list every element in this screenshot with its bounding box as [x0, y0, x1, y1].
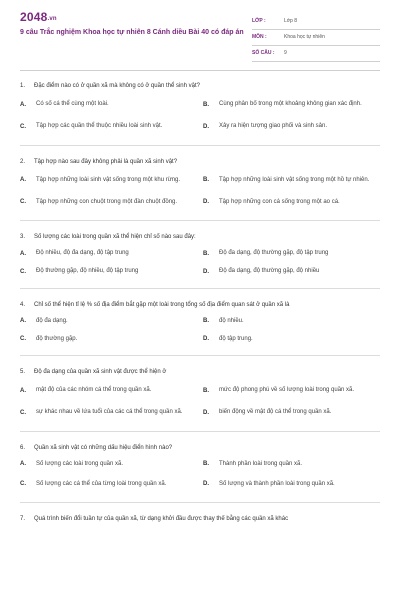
question-label: Tập hợp nào sau đây không phải là quần xã sinh vật?: [34, 158, 178, 165]
answer-option[interactable]: [20, 119, 197, 135]
option-text: Độ nhiều, độ đa dạng, độ tập trung: [36, 250, 129, 257]
option-text: độ nhiều.: [219, 317, 244, 324]
option-letter: D.: [203, 480, 209, 487]
question-item: [20, 364, 380, 432]
answer-option[interactable]: [203, 476, 380, 492]
question-number: 1.: [20, 83, 26, 89]
page-title: 9 câu Trắc nghiệm Khoa học tự nhiên 8 Cánh diều Bài 40 có đáp án: [20, 29, 244, 36]
option-letter: D.: [203, 335, 209, 342]
question-item: [20, 78, 380, 146]
question-number: 2.: [20, 158, 26, 165]
option-text: mật độ của các nhóm cá thể trong quần xã.: [36, 387, 152, 394]
option-text: Độ đa dạng, độ thường gặp, độ nhiều: [219, 268, 320, 275]
question-list: [20, 78, 380, 542]
question-text: [20, 297, 380, 316]
option-text: Độ thường gặp, độ nhiều, độ tập trung: [36, 268, 139, 275]
question-text: [20, 154, 380, 173]
question-label: Quá trình biến đổi tuần tự của quần xã, từ dạng khởi đầu được thay thế bằng các quần xã khác: [34, 516, 289, 522]
option-text: Tập hợp những con cá sống trong một ao cá.: [219, 198, 340, 205]
answer-option[interactable]: [203, 97, 380, 113]
meta-value: Lớp 8: [284, 18, 298, 24]
question-item: [20, 297, 380, 357]
meta-key: LỚP :: [252, 18, 266, 24]
question-number: 6.: [20, 444, 26, 451]
question-label: Số lượng các loài trong quần xã thể hiện chỉ số nào sau đây:: [34, 234, 196, 240]
options-grid: [20, 458, 380, 498]
question-text: [20, 440, 380, 459]
option-text: Cùng phân bố trong một khoảng không gian xác định.: [219, 101, 362, 108]
answer-option[interactable]: [203, 383, 380, 399]
answer-option[interactable]: [203, 315, 380, 327]
option-text: sự khác nhau về lứa tuổi của các cá thể trong quần xã.: [36, 409, 183, 416]
header: [0, 0, 400, 66]
answer-option[interactable]: [203, 194, 380, 210]
option-letter: A.: [20, 250, 26, 257]
meta-table: [252, 14, 380, 62]
question-number: 5.: [20, 369, 26, 375]
option-letter: D.: [203, 123, 209, 130]
site-logo[interactable]: 2048.vn: [20, 10, 57, 24]
answer-option[interactable]: [20, 266, 197, 278]
option-text: độ đa dạng.: [36, 317, 68, 324]
option-letter: C.: [20, 123, 26, 130]
option-text: biến động về mật độ cá thể trong quần xã.: [219, 409, 332, 416]
option-text: Độ đa dạng, độ thường gặp, độ tập trung: [219, 250, 329, 257]
answer-option[interactable]: [20, 194, 197, 210]
option-text: Tập hợp những con chuột trong một đàn chuột đồng.: [36, 198, 178, 205]
option-letter: D.: [203, 268, 209, 275]
answer-option[interactable]: [203, 172, 380, 188]
option-letter: C.: [20, 335, 26, 342]
option-letter: A.: [20, 101, 26, 108]
answer-option[interactable]: [203, 458, 380, 470]
answer-option[interactable]: [20, 458, 197, 470]
answer-option[interactable]: [20, 476, 197, 492]
option-letter: A.: [20, 176, 26, 183]
answer-option[interactable]: [203, 333, 380, 345]
option-text: Thành phần loài trong quần xã.: [219, 460, 303, 467]
option-text: Tập hợp các quần thể thuộc nhiều loài sinh vật.: [36, 123, 163, 130]
option-letter: A.: [20, 317, 26, 324]
answer-option[interactable]: [203, 248, 380, 260]
option-text: độ thường gặp.: [36, 335, 78, 342]
meta-key: MÔN :: [252, 34, 267, 40]
option-text: Tập hợp những loài sinh vật sống trong một hồ tự nhiên.: [219, 176, 370, 183]
answer-option[interactable]: [20, 248, 197, 260]
option-letter: B.: [203, 317, 209, 324]
question-item: [20, 229, 380, 289]
header-divider: [20, 70, 380, 71]
option-text: Số lượng các cá thể của từng loài trong quần xã.: [36, 480, 167, 487]
answer-option[interactable]: [203, 405, 380, 421]
options-grid: [20, 315, 380, 351]
question-text: [20, 229, 380, 248]
option-letter: B.: [203, 460, 209, 467]
answer-option[interactable]: [20, 172, 197, 188]
option-text: mức độ phong phú về số lượng loài trong quần xã.: [219, 387, 355, 394]
answer-option[interactable]: [20, 333, 197, 345]
option-letter: B.: [203, 101, 209, 108]
option-text: Số lượng các loài trong quần xã.: [36, 460, 124, 467]
question-label: Chỉ số thể hiện tỉ lệ % số địa điểm bắt gặp một loài trong tổng số địa điểm quan sát ở quần xã là: [34, 301, 290, 308]
option-text: Có số cá thể cùng một loài.: [36, 101, 109, 108]
options-grid: [20, 383, 380, 427]
question-label: Đặc điểm nào có ở quần xã mà không có ở quần thể sinh vật?: [34, 83, 200, 89]
question-item: [20, 440, 380, 504]
answer-option[interactable]: [20, 383, 197, 399]
option-text: Số lượng và thành phần loài trong quần xã.: [219, 480, 335, 487]
options-grid: [20, 172, 380, 216]
option-letter: A.: [20, 387, 26, 394]
answer-option[interactable]: [203, 119, 380, 135]
option-text: Tập hợp những loài sinh vật sống trong một khu rừng.: [36, 176, 181, 183]
meta-value: Khoa học tự nhiên: [284, 34, 325, 40]
option-text: Xảy ra hiện tượng giao phối và sinh sản.: [219, 123, 328, 130]
question-number: 7.: [20, 516, 26, 522]
question-label: Độ đa dạng của quần xã sinh vật được thể hiện ở: [34, 369, 167, 375]
question-number: 3.: [20, 234, 26, 240]
option-letter: B.: [203, 250, 209, 257]
question-item: [20, 154, 380, 222]
answer-option[interactable]: [20, 97, 197, 113]
option-letter: C.: [20, 409, 26, 416]
question-text: [20, 511, 380, 530]
option-letter: D.: [203, 409, 209, 416]
answer-option[interactable]: [20, 405, 197, 421]
option-letter: B.: [203, 387, 209, 394]
meta-row-count: [252, 46, 380, 62]
option-letter: C.: [20, 198, 26, 205]
option-text: độ tập trung.: [219, 335, 253, 342]
meta-value: 9: [284, 50, 287, 56]
question-label: Quần xã sinh vật có những dấu hiệu điển hình nào?: [34, 444, 173, 451]
option-letter: B.: [203, 176, 209, 183]
question-text: [20, 364, 380, 383]
question-number: 4.: [20, 301, 26, 308]
option-letter: A.: [20, 460, 26, 467]
meta-row-subject: [252, 30, 380, 46]
answer-option[interactable]: [20, 315, 197, 327]
option-letter: D.: [203, 198, 209, 205]
meta-key: SỐ CÂU :: [252, 50, 275, 56]
meta-row-class: [252, 14, 380, 30]
question-text: [20, 78, 380, 97]
options-grid: [20, 97, 380, 141]
question-item: [20, 511, 380, 534]
option-letter: C.: [20, 480, 26, 487]
option-letter: C.: [20, 268, 26, 275]
answer-option[interactable]: [203, 266, 380, 278]
options-grid: [20, 248, 380, 284]
